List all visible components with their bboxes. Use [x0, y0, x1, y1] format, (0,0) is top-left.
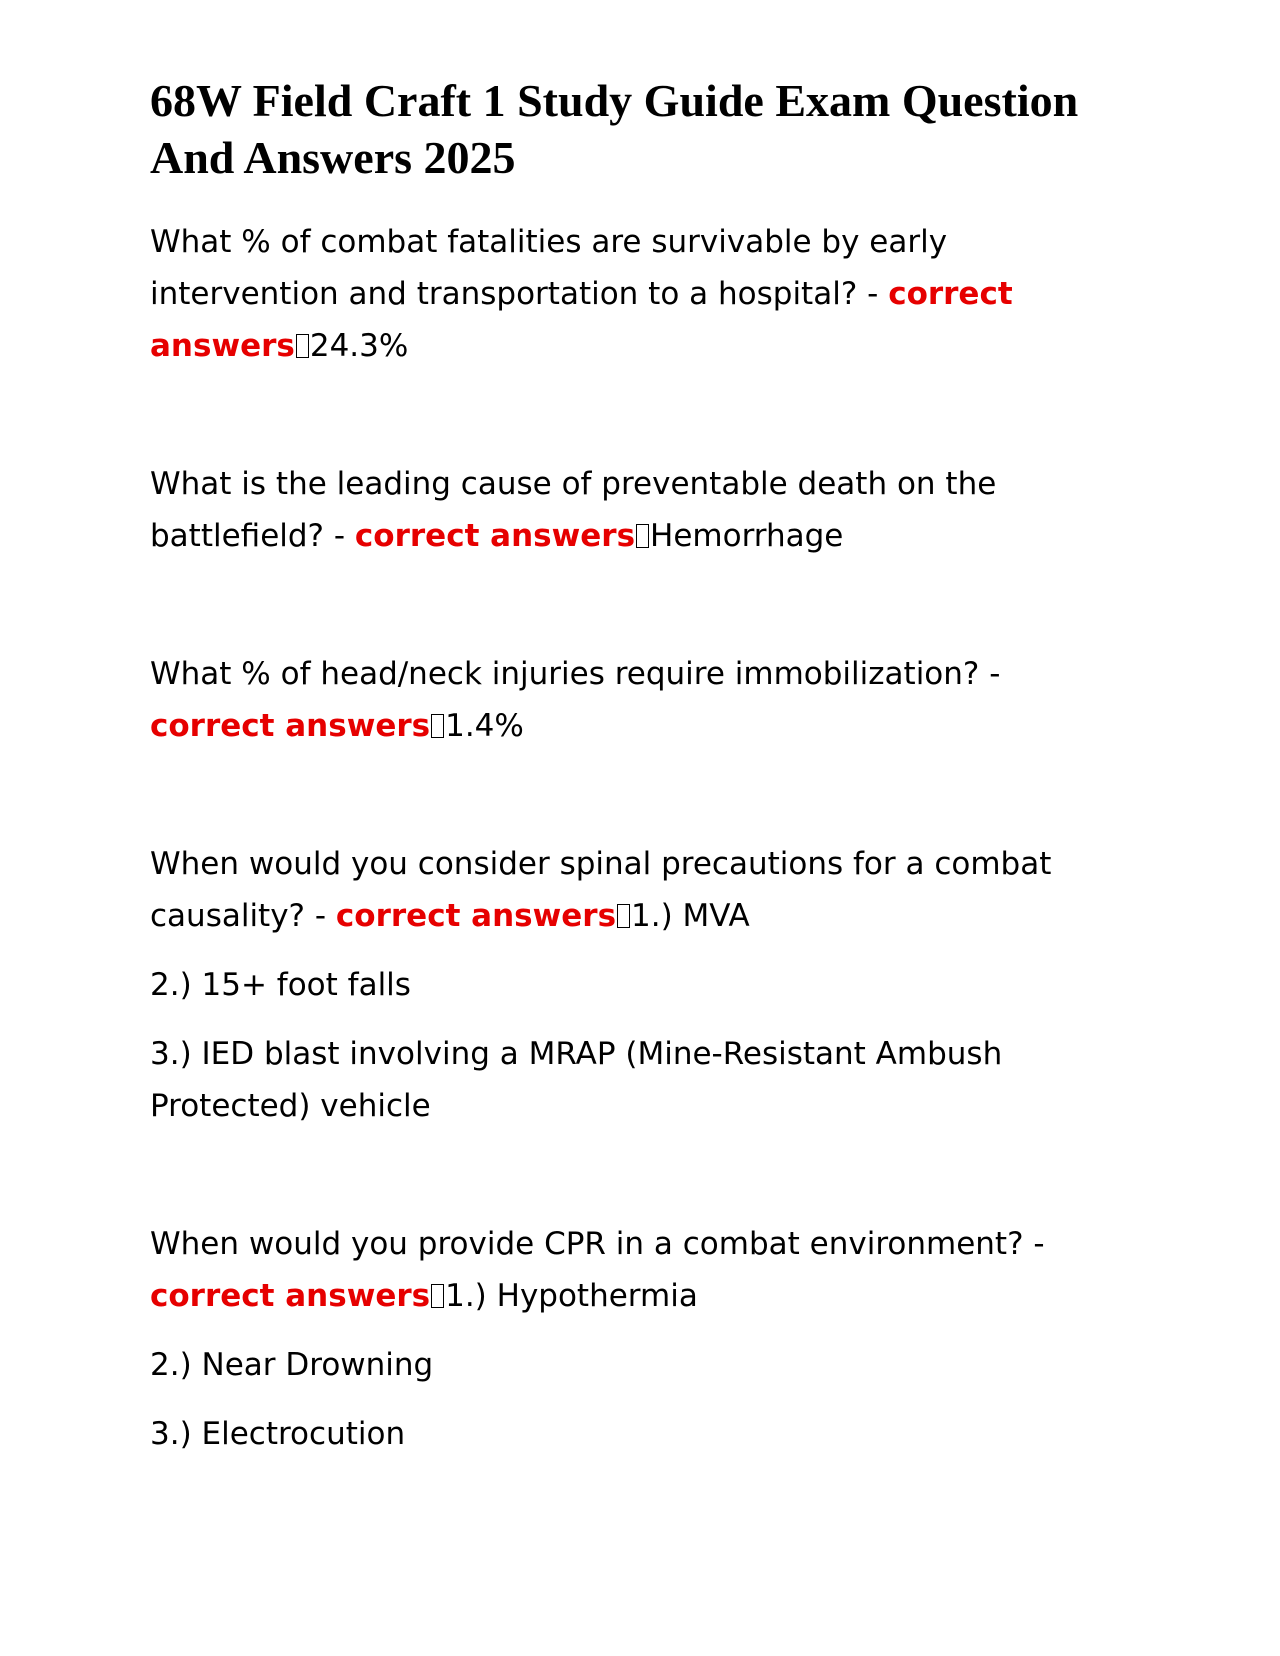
question-text: What % of combat fatalities are survivable by early intervention and transportation to a hospital? — [150, 224, 948, 312]
answer-extra-line: 2.) 15+ foot falls — [150, 967, 411, 1003]
answer-label: correct answers — [335, 898, 617, 934]
answer-extra-line: 3.) IED blast involving a MRAP (Mine-Resistant Ambush Protected) vehicle — [150, 1036, 1003, 1124]
question-line — [150, 1218, 1080, 1322]
question-line — [150, 458, 1080, 562]
separator: - — [324, 518, 355, 554]
qa-item — [150, 1218, 1080, 1460]
answer-extra-line: 3.) Electrocution — [150, 1416, 406, 1452]
separator: - — [857, 276, 889, 312]
missing-glyph-box-icon — [617, 904, 630, 928]
question-text: When would you provide CPR in a combat environment? — [150, 1226, 1024, 1262]
document-page — [150, 72, 1080, 1546]
answer-label: correct answers — [150, 276, 1013, 364]
separator: - — [305, 898, 336, 934]
answer-label: correct answers — [150, 1278, 431, 1314]
qa-item — [150, 216, 1080, 372]
answer-text: Hemorrhage — [650, 518, 844, 554]
missing-glyph-box-icon — [296, 334, 309, 358]
answer-label: correct answers — [150, 708, 431, 744]
question-line — [150, 216, 1080, 372]
qa-item — [150, 458, 1080, 562]
answer-text: 24.3% — [309, 328, 409, 364]
question-line — [150, 648, 1080, 752]
answer-text: 1.4% — [445, 708, 524, 744]
separator: - — [1023, 1226, 1045, 1262]
missing-glyph-box-icon — [636, 524, 649, 548]
question-line — [150, 838, 1080, 942]
answer-text: 1.) Hypothermia — [445, 1278, 698, 1314]
qa-item — [150, 838, 1080, 1132]
separator: - — [979, 656, 1001, 692]
qa-list — [150, 216, 1080, 1460]
missing-glyph-box-icon — [431, 714, 444, 738]
question-text: What % of head/neck injuries require immobilization? — [150, 656, 980, 692]
missing-glyph-box-icon — [431, 1284, 444, 1308]
answer-text: 1.) MVA — [631, 898, 750, 934]
question-text: When would you consider spinal precautions for a combat causality? — [150, 846, 1052, 934]
document-title: 68W Field Craft 1 Study Guide Exam Question And Answers 2025 — [150, 75, 1079, 183]
qa-item — [150, 648, 1080, 752]
answer-extra-line: 2.) Near Drowning — [150, 1347, 434, 1383]
question-text: What is the leading cause of preventable death on the battlefield? — [150, 466, 997, 554]
answer-label: correct answers — [354, 518, 636, 554]
